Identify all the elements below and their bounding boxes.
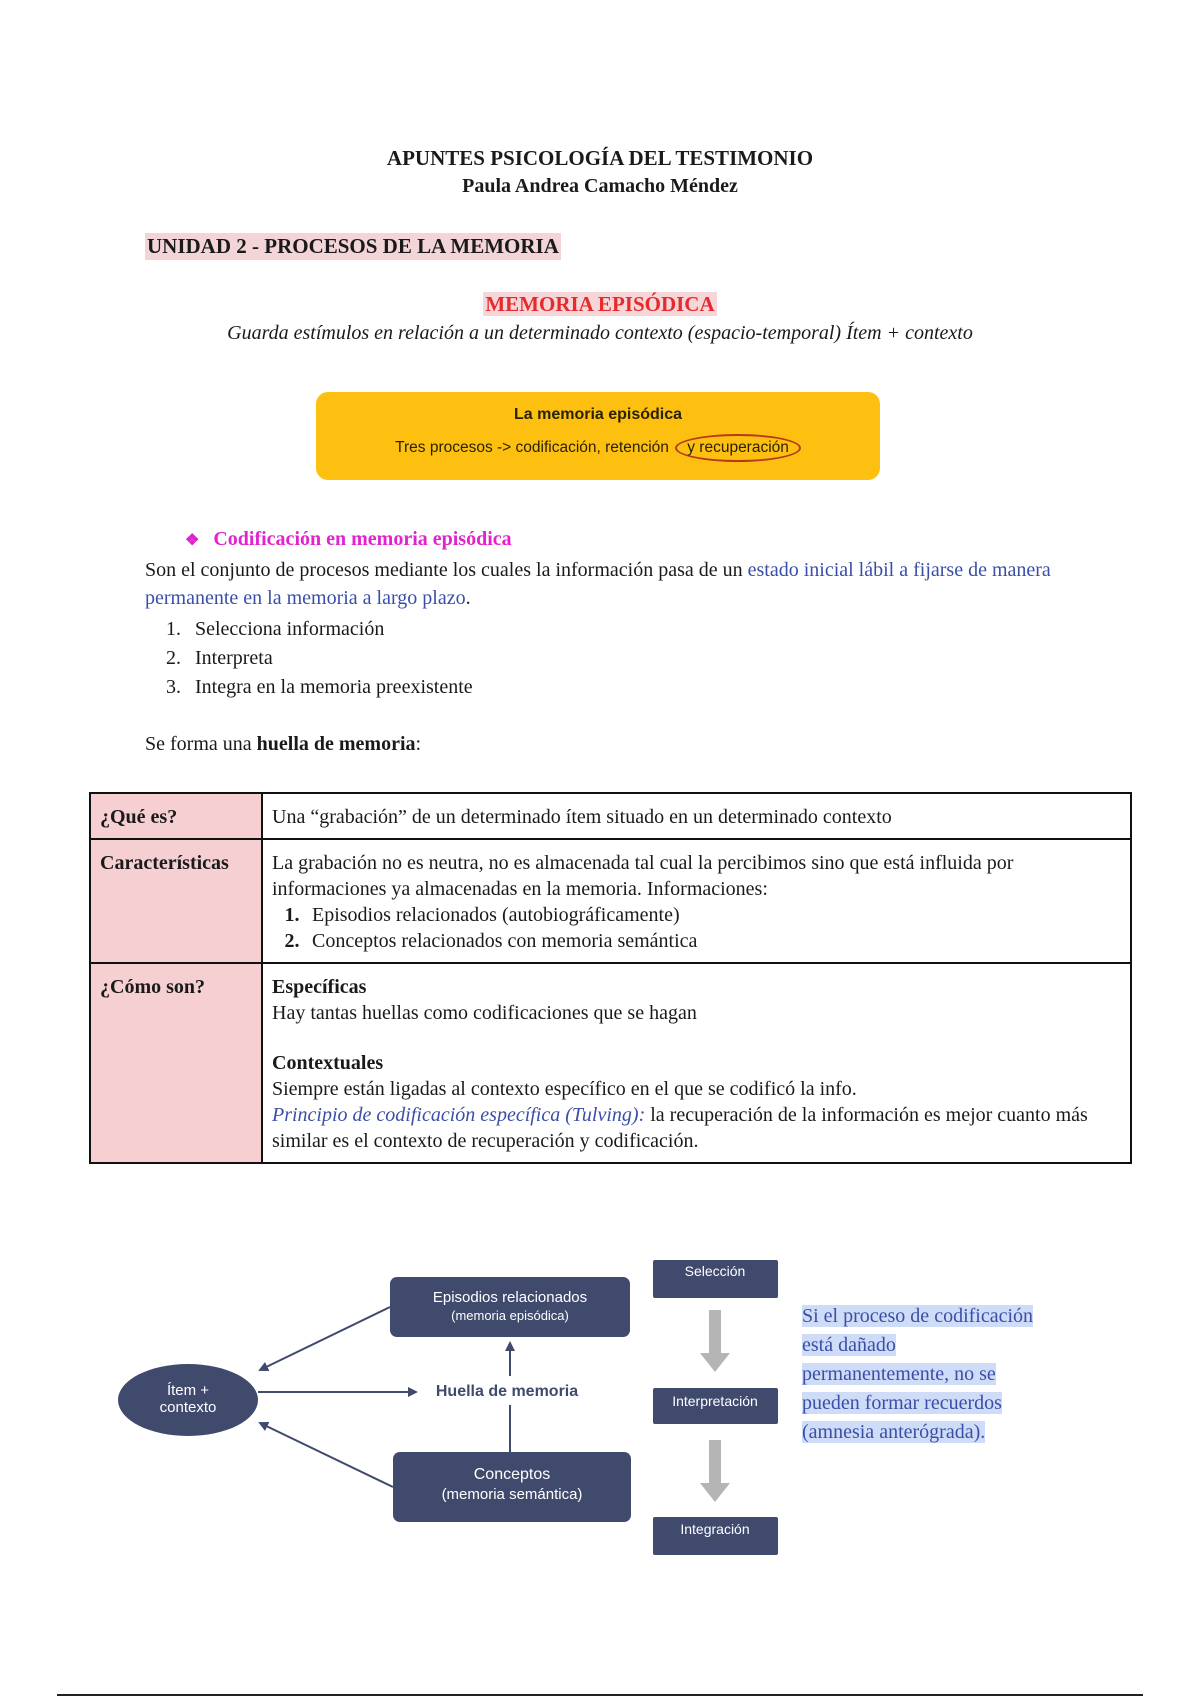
huella-prefix: Se forma una bbox=[145, 733, 257, 755]
list-item bbox=[272, 928, 1121, 954]
row-value-que-es: Una “grabación” de un determinado ítem situado en un determinado contexto bbox=[262, 793, 1131, 839]
table-row bbox=[90, 963, 1131, 1163]
seleccion-label: Selección bbox=[684, 1263, 746, 1279]
especificas-title: Específicas bbox=[272, 976, 367, 998]
callout-text-main: Tres procesos -> codificación, retención bbox=[395, 439, 669, 456]
principio-text: la recuperación de la información es mejor cuanto más similar es el contexto de recuperación y codificación. bbox=[272, 1104, 1088, 1152]
step-text: Integra en la memoria preexistente bbox=[195, 676, 473, 698]
arrow-conceptos-to-item bbox=[260, 1423, 393, 1487]
especificas-text: Hay tantas huellas como codificaciones que se hagan bbox=[272, 1002, 697, 1024]
conceptos-line2: (memoria semántica) bbox=[441, 1486, 583, 1503]
memory-trace-table bbox=[89, 792, 1132, 1164]
conceptos-line1: Conceptos bbox=[473, 1466, 551, 1483]
amnesia-note-text: Si el proceso de codificación está dañado permanentemente, no se pueden formar recuerdos (amnesia anterógrada). bbox=[802, 1305, 1034, 1443]
unit-heading: UNIDAD 2 - PROCESOS DE LA MEMORIA bbox=[147, 234, 559, 258]
huella-bold: huella de memoria bbox=[256, 733, 416, 755]
list-item bbox=[272, 902, 1121, 928]
arrow-episodios-to-item bbox=[260, 1307, 390, 1370]
list-item bbox=[145, 673, 473, 702]
step-number: 2. bbox=[166, 647, 181, 669]
section-subtitle: Guarda estímulos en relación a un determinado contexto (espacio-temporal) Ítem + contexto bbox=[227, 322, 973, 344]
integracion-label: Integración bbox=[680, 1521, 750, 1537]
caracteristicas-text: La grabación no es neutra, no es almacenada tal cual la percibimos sino que está influida por informaciones ya almacenadas en la memoria. Informaciones: bbox=[272, 852, 1014, 900]
para-start: Son el conjunto de procesos mediante los cuales la información pasa de un bbox=[145, 559, 748, 581]
codificacion-heading-text: Codificación en memoria episódica bbox=[213, 528, 512, 550]
step-number: 3. bbox=[166, 676, 181, 698]
footer-divider bbox=[57, 1694, 1143, 1696]
document-author: Paula Andrea Camacho Méndez bbox=[462, 175, 738, 197]
callout-title: La memoria episódica bbox=[513, 406, 683, 423]
row-value-caracteristicas bbox=[262, 839, 1131, 963]
callout-circled-text: y recuperación bbox=[675, 434, 801, 462]
para-highlight: estado inicial lábil a fijarse de manera permanente en la memoria a largo plazo bbox=[145, 559, 1051, 609]
huella-suffix: : bbox=[415, 733, 422, 755]
row-value-como-son bbox=[262, 963, 1131, 1163]
item-text: Conceptos relacionados con memoria semántica bbox=[312, 930, 698, 952]
contextuales-title: Contextuales bbox=[272, 1052, 384, 1074]
section-title: MEMORIA EPISÓDICA bbox=[485, 292, 715, 316]
item-number: 1. bbox=[284, 904, 300, 926]
step-text: Selecciona información bbox=[195, 618, 385, 640]
item-context-line2: contexto bbox=[159, 1399, 217, 1416]
list-item bbox=[145, 644, 473, 673]
contextuales-text: Siempre están ligadas al contexto específico en el que se codificó la info. bbox=[272, 1078, 857, 1100]
row-label-como-son: ¿Cómo son? bbox=[90, 963, 262, 1163]
item-context-line1: Ítem + bbox=[166, 1382, 210, 1399]
codificacion-paragraph bbox=[145, 556, 1065, 612]
table-row bbox=[90, 839, 1131, 963]
amnesia-note bbox=[802, 1302, 1042, 1447]
principio-italic: Principio de codificación específica (Tulving): bbox=[272, 1104, 646, 1126]
step-text: Interpreta bbox=[195, 647, 273, 669]
interpretacion-label: Interpretación bbox=[672, 1393, 758, 1409]
row-label-caracteristicas: Características bbox=[90, 839, 262, 963]
step-number: 1. bbox=[166, 618, 181, 640]
table-row bbox=[90, 793, 1131, 839]
document-title: APUNTES PSICOLOGÍA DEL TESTIMONIO bbox=[386, 146, 814, 170]
down-arrow-icon bbox=[700, 1440, 730, 1502]
principio-paragraph bbox=[272, 1102, 1121, 1154]
memory-trace-diagram bbox=[100, 1240, 800, 1560]
episodios-line2: (memoria episódica) bbox=[451, 1308, 569, 1323]
episodios-node bbox=[390, 1277, 630, 1337]
diamond-bullet-icon: ❖ bbox=[185, 532, 200, 549]
down-arrow-icon bbox=[700, 1310, 730, 1372]
callout-text bbox=[316, 434, 880, 462]
episodic-memory-callout bbox=[316, 392, 880, 480]
section-title-wrapper bbox=[0, 292, 1200, 317]
codificacion-steps bbox=[145, 615, 473, 702]
item-number: 2. bbox=[284, 930, 300, 952]
episodios-line1: Episodios relacionados bbox=[432, 1289, 588, 1306]
list-item bbox=[145, 615, 473, 644]
para-end: . bbox=[465, 587, 471, 609]
huella-label: Huella de memoria bbox=[435, 1383, 579, 1400]
row-label-que-es: ¿Qué es? bbox=[90, 793, 262, 839]
caracteristicas-list bbox=[272, 902, 1121, 954]
item-text: Episodios relacionados (autobiográficamente) bbox=[312, 904, 680, 926]
huella-line bbox=[145, 733, 421, 756]
codificacion-heading bbox=[185, 528, 512, 551]
